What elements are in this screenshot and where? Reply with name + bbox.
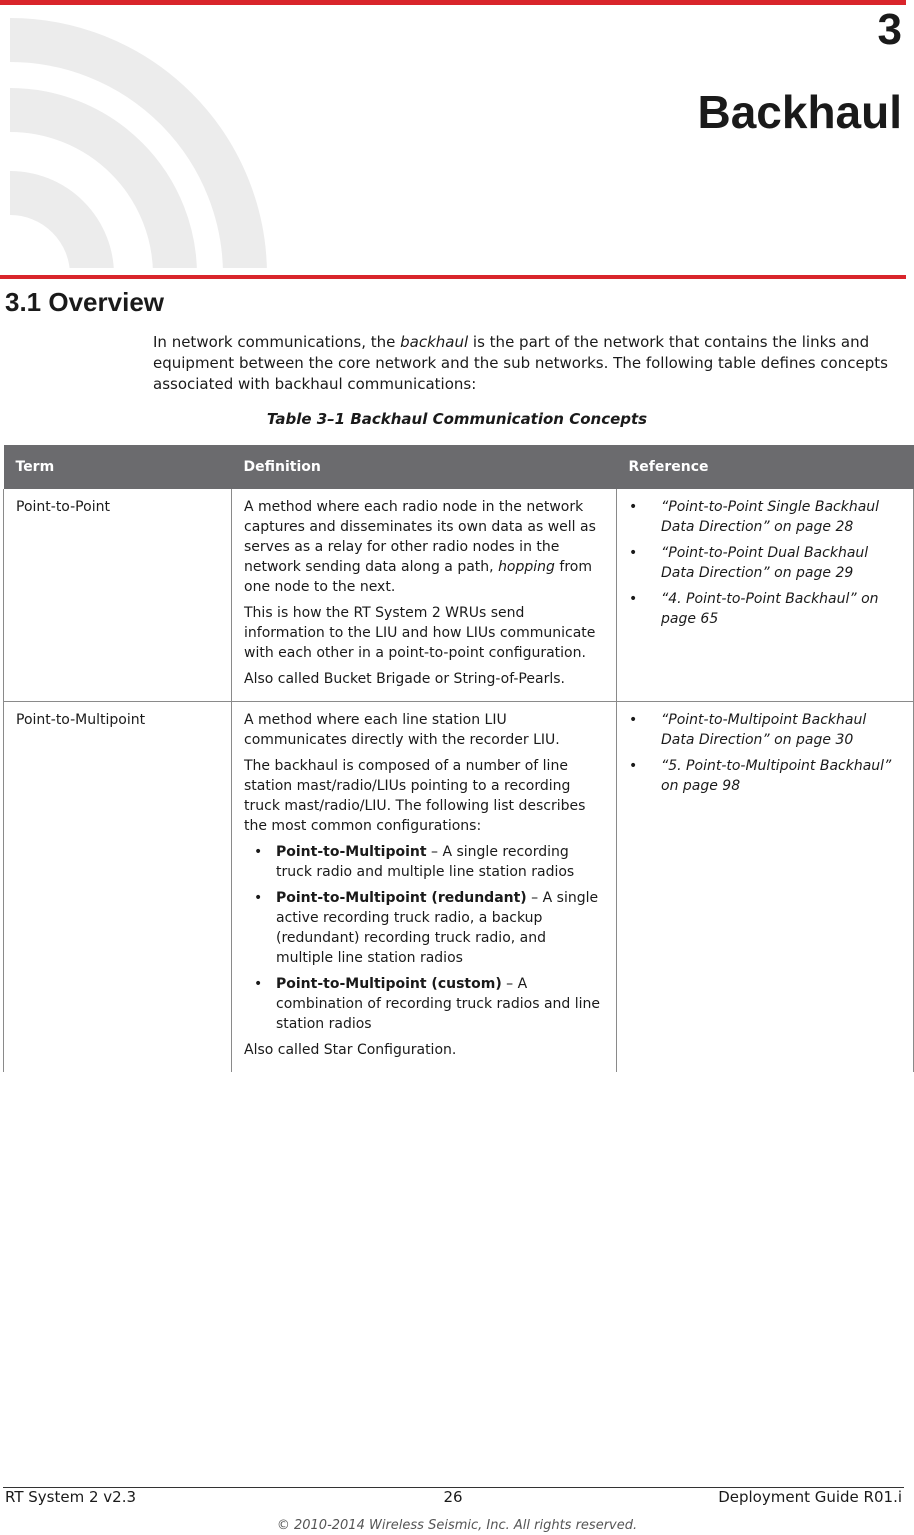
term-cell: Point-to-Multipoint — [4, 702, 232, 1073]
chapter-title: Backhaul — [697, 86, 902, 138]
copyright-notice: © 2010-2014 Wireless Seismic, Inc. All rights reserved. — [276, 1518, 638, 1533]
header-definition: Definition — [232, 445, 617, 489]
bullet-icon: • — [629, 712, 638, 728]
table-header-row — [4, 445, 914, 489]
signal-waves-icon — [0, 0, 280, 275]
definition-paragraph: A method where each radio node in the network captures and disseminates its own data as well as serves as a relay for other radio nodes in the network sending data along a path, hopping from one node to the next. — [244, 499, 596, 595]
bullet-icon: • — [629, 758, 638, 774]
page-number: 26 — [443, 1488, 463, 1506]
definition-cell — [232, 489, 617, 702]
bullet-icon: • — [629, 499, 638, 515]
chapter-divider-rule — [0, 275, 906, 279]
header-term: Term — [4, 445, 232, 489]
bullet-icon: • — [254, 890, 263, 906]
hopping-term: hopping — [498, 559, 555, 575]
definition-paragraph: Also called Star Configuration. — [244, 1042, 457, 1058]
reference-link[interactable]: • “Point-to-Point Dual Backhaul Data Direction” on page 29 — [629, 545, 869, 581]
configuration-item: • Point-to-Multipoint (custom) – A combination of recording truck radios and line station radios — [254, 976, 601, 1032]
definition-cell — [232, 702, 617, 1073]
reference-link[interactable]: • “5. Point-to-Multipoint Backhaul” on page 98 — [629, 758, 892, 794]
definition-paragraph: This is how the RT System 2 WRUs send information to the LIU and how LIUs communicate with each other in a point-to-point configuration. — [244, 605, 596, 661]
table-row — [4, 702, 914, 1073]
reference-link[interactable]: • “4. Point-to-Point Backhaul” on page 65 — [629, 591, 879, 627]
chapter-number: 3 — [877, 5, 902, 54]
concepts-table — [3, 445, 914, 1072]
bullet-icon: • — [254, 976, 263, 992]
reference-cell — [617, 702, 914, 1073]
definition-paragraph: A method where each line station LIU communicates directly with the recorder LIU. — [244, 712, 560, 748]
reference-cell — [617, 489, 914, 702]
backhaul-term: backhaul — [400, 333, 469, 351]
bullet-icon: • — [629, 545, 638, 561]
configuration-item: • Point-to-Multipoint (redundant) – A single active recording truck radio, a backup (redundant) recording truck radio, and multiple line station radios — [254, 890, 599, 966]
table-caption: Table 3–1 Backhaul Communication Concepts — [266, 410, 648, 428]
table-row — [4, 489, 914, 702]
header-reference: Reference — [617, 445, 914, 489]
definition-paragraph: The backhaul is composed of a number of line station mast/radio/LIUs pointing to a recording truck mast/radio/LIU. The following list describes the most common configurations: — [244, 758, 586, 834]
reference-link[interactable]: • “Point-to-Multipoint Backhaul Data Direction” on page 30 — [629, 712, 867, 748]
intro-paragraph: In network communications, the backhaul is the part of the network that contains the links and equipment between the core network and the sub networks. The following table defines concepts associated with backhaul communications: — [153, 333, 888, 393]
bullet-icon: • — [254, 844, 263, 860]
footer-product: RT System 2 v2.3 — [5, 1488, 137, 1506]
footer-document: Deployment Guide R01.i — [718, 1488, 902, 1506]
configuration-item: • Point-to-Multipoint – A single recording truck radio and multiple line station radios — [254, 844, 575, 880]
term-cell: Point-to-Point — [4, 489, 232, 702]
section-heading: 3.1 Overview — [5, 287, 164, 317]
definition-paragraph: Also called Bucket Brigade or String-of-Pearls. — [244, 671, 565, 687]
reference-link[interactable]: • “Point-to-Point Single Backhaul Data Direction” on page 28 — [629, 499, 880, 535]
bullet-icon: • — [629, 591, 638, 607]
